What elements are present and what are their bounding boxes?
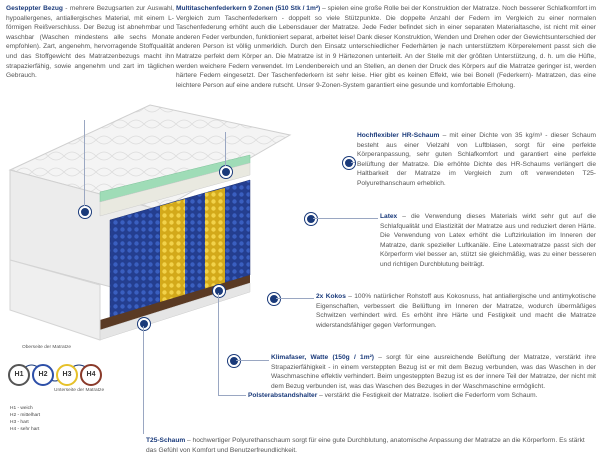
klimafaser-title: Klimafaser, Watte (150g / 1m²) <box>271 354 374 361</box>
hardness-legend <box>6 345 106 435</box>
t25-text: – hochwertiger Polyurethanschaum sorgt für eine gute Durchblutung, anatomische Anpassung der Matratze an die Körperform. Es stärkt das Gefühl von Komfort und Benutzerfreundlichkeit. <box>146 437 585 454</box>
t25-leader-line <box>143 326 144 434</box>
hr-foam-description <box>357 131 596 189</box>
polster-leader-line-h <box>218 395 246 396</box>
polster-text: – verstärkt die Festigkeit der Matratze. Isoliert die Federform vom Schaum. <box>317 392 538 399</box>
federn-leader-line <box>225 132 226 166</box>
federn-marker-dot <box>220 166 232 178</box>
springs-description <box>176 4 596 90</box>
kokos-marker-dot <box>268 293 280 305</box>
hardness-circle-h4: H4 <box>80 364 102 386</box>
latex-title: Latex <box>380 213 398 220</box>
latex-leader-line <box>313 218 378 219</box>
hardness-h4-label: H4 - sehr hart <box>10 427 40 432</box>
cover-title: Gesteppter Bezug <box>6 5 63 12</box>
polster-marker-dot <box>213 285 225 297</box>
coconut-title: 2x Kokos <box>316 293 346 300</box>
hr-marker-dot <box>343 157 355 169</box>
hardness-circle-h2: H2 <box>32 364 54 386</box>
klimafaser-text: – sorgt für eine ausreichende Belüftung der Matratze, verstärkt ihre Strapazierfähigkeit - in einem versteppten Bezug ist er mit dem Bezug verbunden, was das Waschen in der Waschmaschine effektiv verhindert. Beim ungesteppten Bezug ist es der innere Teil der Matratze, der nicht mit dem Bezug verbunden ist, was das Waschen des Bezuges in der Waschmaschine ermöglicht. <box>271 354 596 390</box>
coconut-description <box>316 292 596 330</box>
polster-description <box>248 391 596 401</box>
legend-top-label: Oberseite der Matratze <box>22 345 72 350</box>
cover-description <box>6 4 174 81</box>
bezug-marker-dot <box>79 206 91 218</box>
hardness-h2-label: H2 - mittelhart <box>10 413 41 418</box>
hardness-circle-h3: H3 <box>56 364 78 386</box>
springs-title: Multitaschenfederkern 9 Zonen (510 Stk / 1m²) <box>176 5 321 12</box>
yellow-spring-zone-2 <box>205 188 225 289</box>
mattress-cross-section-illustration <box>0 100 300 365</box>
hr-leader-line <box>351 162 355 163</box>
hardness-circle-h1: H1 <box>8 364 30 386</box>
klima-leader-line <box>236 360 269 361</box>
hr-foam-title: Hochflexibler HR-Schaum <box>357 132 440 139</box>
bezug-leader-line <box>84 120 85 206</box>
springs-text: – spielen eine große Rolle bei der Konstruktion der Matratze. Noch besserer Schlafkomfort im Vergleich zum Taschenfederkern - doppelt so viele Stützpunkte. Die doppelte Anzahl der Federn im Vergleich zu einer normalen Taschenfederung erhöht auch die Lebensdauer der Matratze. Jede Feder befindet sich in einer separaten Materialtasche, ist nicht mit einer anderen Feder verbunden, funktioniert separat, arbeitet leise! Dank dieser Konstruktion, Wenden und Drehen oder der Gewichtsunterschied der anderen Person ist völlig unmerklich. Durch den Einsatz unterschiedlicher Federhärten je nach unterstütztem Körperelement passt sich die Matratze perfekt dem Körper an. Die Matratze ist in 9 Härtezonen unterteilt. An der Stelle mit der größten Unterstützung, d. h. um die Hüfte, werden weichere Federn verwendet. Im Lendenbereich und an Stellen, an denen der Druck des Körpers auf die Matratze geringer ist, werden härtere Federn eingesetzt. Der Taschenfederkern ist sehr leise. Hier gibt es keinen Effekt, wie bei Bonell (Federkern)- Matratzen, das eine leichtere Person auf eine andere rutscht. Unser 9-Zonen-System garantiert eine gesunde und komfortable Erholung. <box>176 5 596 89</box>
latex-text: – die Verwendung dieses Materials wirkt sehr gut auf die Schlafqualität und Elastizität der Matratze aus und reduziert deren Härte. Die Verwendung von Latex erhöht die Luftzirkulation im Inneren der Matratze, dank spezieller Luftkanäle. Eine Latexmatratze passt sich der Körperform viel besser an, stützt sie gleichmäßig, was zu einer besseren und richtigen Durchblutung beiträgt. <box>380 213 596 268</box>
hardness-h3-label: H3 - hart <box>10 420 29 425</box>
t25-title: T25-Schaum <box>146 437 186 444</box>
latex-marker-dot <box>305 213 317 225</box>
polster-leader-line <box>218 293 219 395</box>
klima-marker-dot <box>228 355 240 367</box>
polster-title: Polsterabstandshalter <box>248 392 318 399</box>
hr-foam-text: – mit einer Dichte von 35 kg/m³ - dieser Schaum besteht aus einer Vielzahl von Luftblasen, sorgt für eine perfekte Körperanpassung, sehr guten Schlafkomfort und garantiert eine perfekte Belüftung der Matratze. Die erhöhte Dichte des HR-Schaums verlängert die Haltbarkeit der Matratze im Vergleich zum oft verwendeten T25-Polyurethanschaum erheblich. <box>357 132 597 187</box>
legend-bottom-label: Unterseite der Matratze <box>54 388 105 393</box>
latex-description <box>380 212 596 270</box>
hardness-h1-label: H1 - weich <box>10 406 33 411</box>
yellow-spring-zone-1 <box>160 199 185 303</box>
klimafaser-description <box>271 353 596 391</box>
t25-description <box>146 436 596 455</box>
cover-text: - mehrere Bezugsarten zur Auswahl, hypoallergenes, antiallergisches Material, mit einem L-förmigen Reißverschluss. Der Bezug ist abnehmbar und waschbar (Waschen mindestens alle sechs Monate empfohlen). Zart, angenehm, hervorragende Stoffqualität und das Stoffgewicht des Matratzenbezugs macht ihn strapazierfähig, sowie angenehm und zart im täglichen Gebrauch. <box>6 5 174 80</box>
t25-marker-dot <box>138 318 150 330</box>
kokos-leader-line <box>276 298 314 299</box>
coconut-text: – 100% natürlicher Rohstoff aus Kokosnuss, hat antiallergische und antimykotische Eigenschaften, verbessert die Belüftung im Inneren der Matratze, wodurch übermäßiges Schwitzen verhindert wird. Es erhöht ihre Härte und Festigkeit und macht die Matratze widerstandsfähiger gegen Verformungen. <box>316 293 596 329</box>
